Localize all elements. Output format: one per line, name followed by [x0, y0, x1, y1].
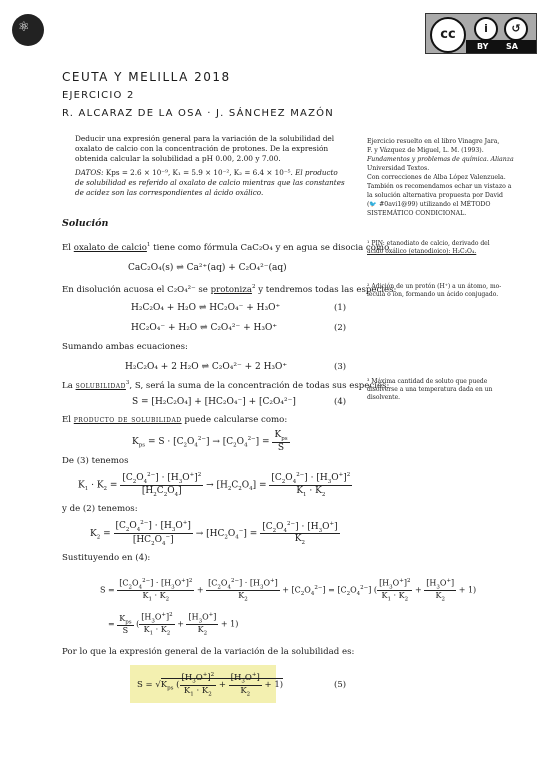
sidenote-line: Ejercicio resuelto en el libro Vinagre Jara,	[367, 138, 500, 145]
substitution-equation-2: = $\frac{K_{ps}}{S}$ ( $\frac{[H_3O^+]^2}{K_1 \cdot K_2}$ + $\frac{[H_3O^+]}{K_2}$ + 1)	[108, 612, 239, 637]
substitution-equation: S = $\frac{[C_2O_4^{2-}] \cdot [H_3O^+]^2}{K_1 \cdot K_2}$ + $\frac{[C_2O_4^{2-}] \cdot [H_3O^+]}{K_2}$ + $[C_2O_4^{2-}] = [C_2O_4^{2-}]$ ( $\frac{[H_3O^+]^2}{K_1 \cdot K_2}$ + $\frac{[H_3O^+]}{K_2}$ + 1)	[100, 578, 477, 603]
equation-number: (1)	[334, 303, 347, 313]
oxalato-link[interactable]: oxalato de calcio	[73, 242, 147, 253]
sidenote-line: Universidad Textos.	[367, 165, 430, 172]
license-by: BY	[477, 42, 489, 51]
k2-equation: $K_2$ = $\frac{[C_2O_4^{2-}] \cdot [H_3O^+]}{[HC_2O_4^-]}$ → $[HC_2O_4^-]$ = $\frac{[C_2O_4^{2-}] \cdot [H_3O^+]}{K_2}$	[90, 520, 338, 547]
equation-number: (4)	[334, 397, 347, 407]
sidenote-line: (🐦 #0avi1@99) utilizando el MÉTODO	[367, 201, 491, 208]
paragraph-2: En disolución acuosa el C₂O₄²⁻ se protoniza$^2$ y tendremos todas las especies:	[62, 284, 397, 295]
logo-icon: ⚛	[18, 20, 30, 35]
paragraph-6: De (3) tenemos	[62, 456, 129, 466]
statement	[75, 134, 345, 164]
equation-4: S = [H₂C₂O₄] + [HC₂O₄⁻] + [C₂O₄²⁻]	[132, 397, 296, 407]
by-icon: i	[474, 17, 498, 41]
paragraph-5: El producto de solubilidad puede calcularse como:	[62, 415, 288, 425]
authors: R. ALCARAZ DE LA OSA · J. SÁNCHEZ MAZÓN	[62, 108, 334, 119]
final-equation: $S = √K_{ps}$ ( $\frac{[H_3O^+]^2}{K_1 \cdot K_2}$ + $\frac{[H_3O^+]}{K_2}$ + 1)	[137, 672, 284, 698]
paragraph-8: Sustituyendo en (4):	[62, 553, 151, 563]
paragraph-7: y de (2) tenemos:	[62, 504, 138, 514]
equation-3: H₂C₂O₄ + 2 H₂O ⇌ C₂O₄²⁻ + 2 H₃O⁺	[125, 362, 288, 372]
sidenote-top	[367, 137, 537, 218]
equation-number: (2)	[334, 323, 347, 333]
equation-number: (3)	[334, 362, 347, 372]
logo	[12, 14, 44, 46]
sidenote-line: SISTEMÁTICO CONDICIONAL.	[367, 210, 467, 217]
sa-icon: ↺	[504, 17, 528, 41]
paragraph-9: Por lo que la expresión general de la variación de la solubilidad es:	[62, 647, 355, 657]
equation-1: H₂C₂O₄ + H₂O ⇌ HC₂O₄⁻ + H₃O⁺	[131, 303, 281, 313]
sidenote-line: Fundamentos y problemas de química. Alianza	[367, 156, 514, 163]
solution-heading: Solución	[62, 218, 109, 229]
footnote-3: ³ Máxima cantidad de soluto que puede disolverse a una temperatura dada en un disolvente.	[367, 378, 493, 401]
data-prefix: DATOS:	[75, 168, 104, 177]
producto-solubilidad-link[interactable]: producto de solubilidad	[73, 415, 182, 425]
paragraph-3: Sumando ambas ecuaciones:	[62, 342, 188, 352]
paragraph-1: El oxalato de calcio$^1$ tiene como fórmula CaC₂O₄ y en agua se disocia como	[62, 242, 390, 253]
statement-text: Deducir una expresión general para la variación de la solubilidad del oxalato de calcio con la concentración de protones. De la expresión obtenida calcular la solubilidad a pH 0.00, 2.00 y 7.00.	[75, 134, 335, 163]
solubilidad-link[interactable]: solubilidad	[75, 380, 126, 391]
equation-number: (5)	[334, 680, 347, 690]
dissociation-equation: CaC₂O₄(s) ⇌ Ca²⁺(aq) + C₂O₄²⁻(aq)	[128, 263, 287, 273]
footnote-2: ² Adición de un protón (H⁺) a un átomo, mo- lécula o ion, formando un ácido conjugado.	[367, 283, 502, 298]
license-sa: SA	[506, 42, 518, 51]
k1k2-equation: $K_1 \cdot K_2$ = $\frac{[C_2O_4^{2-}] \cdot [H_3O^+]^2}{[H_2C_2O_4]}$ → $[H_2C_2O_4]$ = $\frac{[C_2O_4^{2-}] \cdot [H_3O^+]^2}{K_1 \cdot K_2}$	[78, 472, 351, 498]
kps-equation: $K_{ps} = S \cdot [C_2O_4^{2-}] \to [C_2O_4^{2-}]$ = $\frac{K_{ps}}{S}$	[132, 430, 288, 453]
statement-data	[75, 168, 345, 198]
sidenote-link[interactable]: la solución alternativa propuesta por David	[367, 192, 503, 199]
sidenote-line: También os recomendamos echar un vistazo a	[367, 183, 512, 190]
exercise-title: EJERCICIO 2	[62, 90, 135, 101]
sidenote-line: F. y Vázquez de Miguel, L. M. (1993).	[367, 147, 484, 154]
protoniza-link[interactable]: protoniza	[210, 284, 252, 295]
cc-icon: cc	[430, 17, 466, 53]
license-badge	[425, 13, 537, 54]
acido-oxalico-link[interactable]: ácido oxálico (etanodioico): H₂C₂O₄.	[367, 248, 477, 255]
sidenote-line: Con correcciones de Alba López Valenzuela.	[367, 174, 506, 181]
paragraph-4: La solubilidad$^3$, S, será la suma de la concentración de todas sus especies:	[62, 380, 390, 391]
data-values: Kps = 2.6 × 10⁻⁹, K₁ = 5.9 × 10⁻², K₂ = 6.4 × 10⁻⁵.	[105, 168, 293, 177]
equation-2: HC₂O₄⁻ + H₂O ⇌ C₂O₄²⁻ + H₃O⁺	[131, 323, 278, 333]
page-title: CEUTA Y MELILLA 2018	[62, 70, 231, 84]
footnote-1: ¹ PIN: etanodiato de calcio, derivado del ácido oxálico (etanodioico): H₂C₂O₄.	[367, 240, 490, 255]
data-note: El producto de solubilidad es referido al oxalato de calcio mientras que las constantes de acidez son las correspondientes al ácido oxálico.	[75, 168, 345, 197]
